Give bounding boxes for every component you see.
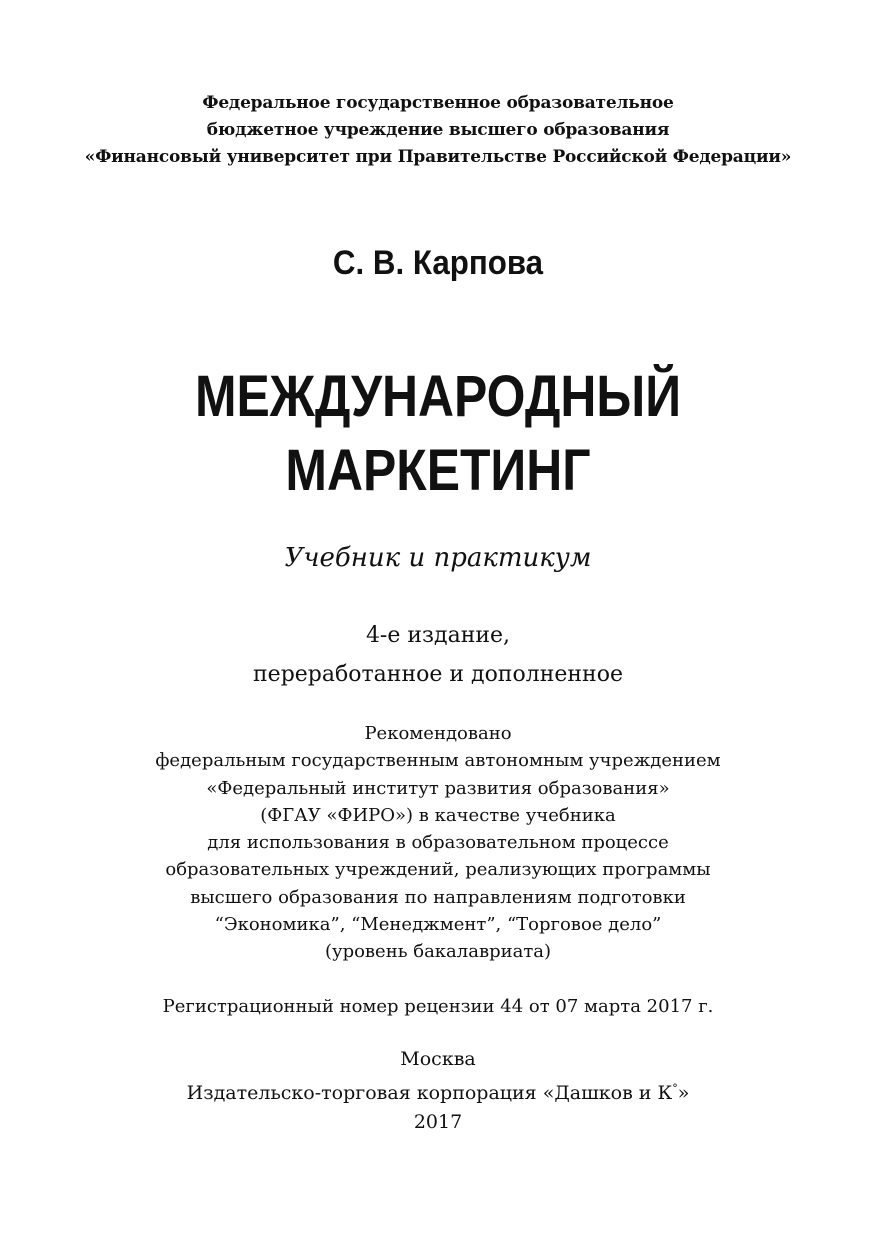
degree-sign: ° <box>672 1082 678 1095</box>
book-title <box>61 360 814 508</box>
publication-year: 2017 <box>413 1111 463 1133</box>
book-title-line: МАРКЕТИНГ <box>285 438 591 503</box>
recommendation-line: «Федеральный институт развития образования» <box>206 777 670 799</box>
recommendation-line: “Экономика”, “Менеджмент”, “Торговое дело” <box>214 914 662 936</box>
book-subtitle: Учебник и практикум <box>284 543 592 573</box>
recommendation-line: (ФГАУ «ФИРО») в качестве учебника <box>260 804 616 826</box>
recommendation-block <box>0 720 876 966</box>
institution-line: Федеральное государственное образовательное <box>202 93 674 113</box>
recommendation-line: для использования в образовательном процессе <box>207 832 669 854</box>
institution-line: бюджетное учреждение высшего образования <box>206 120 670 140</box>
recommendation-line: образовательных учреждений, реализующих программы <box>165 859 711 881</box>
recommendation-line: высшего образования по направлениям подготовки <box>190 886 686 908</box>
institution-header <box>0 90 876 171</box>
publisher-name <box>0 1074 876 1108</box>
book-title-line: МЕЖДУНАРОДНЫЙ <box>194 364 682 429</box>
registration-number: Регистрационный номер рецензии 44 от 07 марта 2017 г. <box>162 996 714 1017</box>
publisher-city: Москва <box>400 1048 476 1070</box>
recommendation-line: Рекомендовано <box>364 723 512 744</box>
edition-line: 4-е издание, <box>365 623 511 648</box>
edition-info <box>0 616 876 694</box>
publisher-name-close: » <box>677 1082 690 1104</box>
author-name: С. В. Карпова <box>332 244 544 282</box>
recommendation-line: федеральным государственным автономным учреждением <box>155 750 721 772</box>
recommendation-line: (уровень бакалавриата) <box>324 941 552 963</box>
institution-line: «Финансовый университет при Правительстве Российской Федерации» <box>84 147 792 167</box>
publisher-name-text: Издательско-торговая корпорация «Дашков и К <box>186 1082 673 1104</box>
edition-line: переработанное и дополненное <box>253 662 623 687</box>
publisher-imprint <box>0 1045 876 1137</box>
